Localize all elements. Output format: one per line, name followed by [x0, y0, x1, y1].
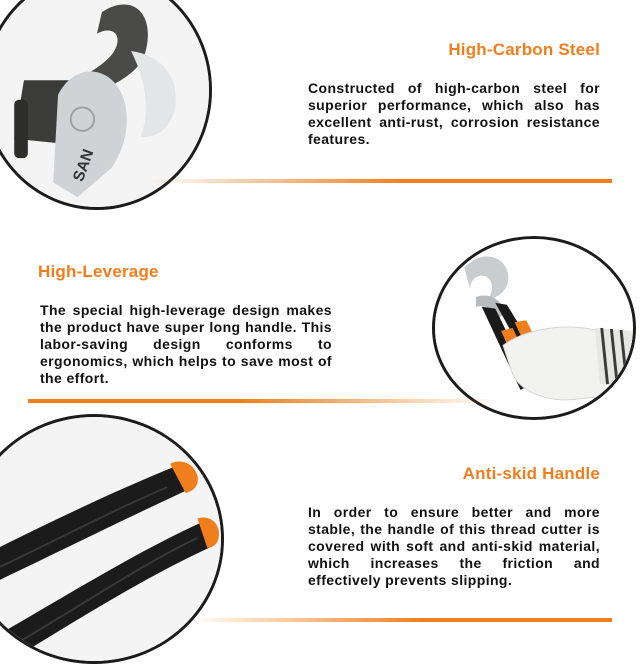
section-text: Constructed of high-carbon steel for superior performance, which also has excellent anti-rust, corrosion resistance features.: [308, 80, 600, 147]
handle-grip-closeup-icon: [0, 414, 224, 664]
section-title: High-Leverage: [38, 262, 159, 281]
feature-high-carbon-steel: [0, 0, 640, 200]
feature-anti-skid-handle: [0, 420, 640, 651]
hand-holding-cutter-icon: [432, 236, 636, 420]
section-title: High-Carbon Steel: [448, 40, 600, 59]
section-divider: [190, 618, 612, 622]
feature-high-leverage: [0, 200, 640, 420]
section-title: Anti-skid Handle: [462, 464, 600, 483]
section-divider: [28, 399, 498, 403]
section-text: The special high-leverage design makes the product have super long handle. This labor-saving design conforms to ergonomics, which helps to save most of the effort.: [40, 302, 332, 386]
section-divider: [150, 179, 612, 183]
brand-mark: SAN: [70, 147, 98, 184]
section-text: In order to ensure better and more stable, the handle of this thread cutter is covered with soft and anti-skid material, which increases the friction and effectively prevents slipping.: [308, 504, 600, 588]
